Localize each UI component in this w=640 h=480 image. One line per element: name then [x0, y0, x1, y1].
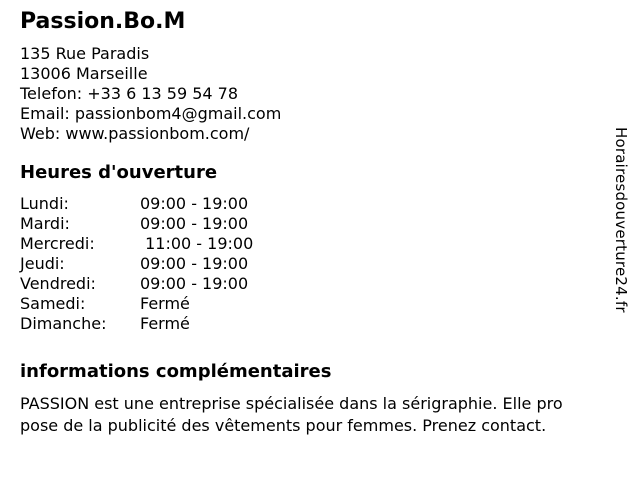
hours-table	[20, 194, 605, 334]
day-label: Vendredi:	[20, 274, 96, 293]
hours-row-monday	[20, 194, 605, 214]
hours-section-title: Heures d'ouverture	[20, 162, 218, 183]
watermark-vertical-text: Horairesdouverture24.fr	[612, 127, 630, 313]
day-label: Mardi:	[20, 214, 70, 233]
time-value: 09:00 - 19:00	[140, 254, 249, 273]
address-line-2: 13006 Marseille	[20, 64, 148, 83]
info-paragraph-line-1: PASSION est une entreprise spécialisée dans la sérigraphie. Elle pro	[20, 394, 563, 413]
hours-row-wednesday	[20, 234, 605, 254]
phone-line: Telefon: +33 6 13 59 54 78	[20, 84, 239, 103]
day-label: Dimanche:	[20, 314, 107, 333]
info-paragraph	[20, 393, 605, 437]
address-line-1: 135 Rue Paradis	[20, 44, 150, 63]
info-paragraph-line-2: pose de la publicité des vêtements pour femmes. Prenez contact.	[20, 416, 547, 435]
hours-row-friday	[20, 274, 605, 294]
main-content	[20, 8, 605, 437]
time-value: 09:00 - 19:00	[140, 274, 249, 293]
page-title: Passion.Bo.M	[20, 9, 186, 34]
hours-row-thursday	[20, 254, 605, 274]
day-label: Jeudi:	[20, 254, 65, 273]
contact-block	[20, 44, 605, 144]
time-value: 09:00 - 19:00	[140, 194, 249, 213]
hours-row-sunday	[20, 314, 605, 334]
day-label: Mercredi:	[20, 234, 95, 253]
time-value: 09:00 - 19:00	[140, 214, 249, 233]
day-label: Samedi:	[20, 294, 86, 313]
hours-row-saturday	[20, 294, 605, 314]
time-value: Fermé	[140, 294, 190, 313]
time-value: 11:00 - 19:00	[140, 234, 254, 253]
day-label: Lundi:	[20, 194, 69, 213]
hours-row-tuesday	[20, 214, 605, 234]
web-line: Web: www.passionbom.com/	[20, 124, 250, 143]
email-line: Email: passionbom4@gmail.com	[20, 104, 282, 123]
time-value: Fermé	[140, 314, 190, 333]
info-section-title: informations complémentaires	[20, 361, 332, 382]
